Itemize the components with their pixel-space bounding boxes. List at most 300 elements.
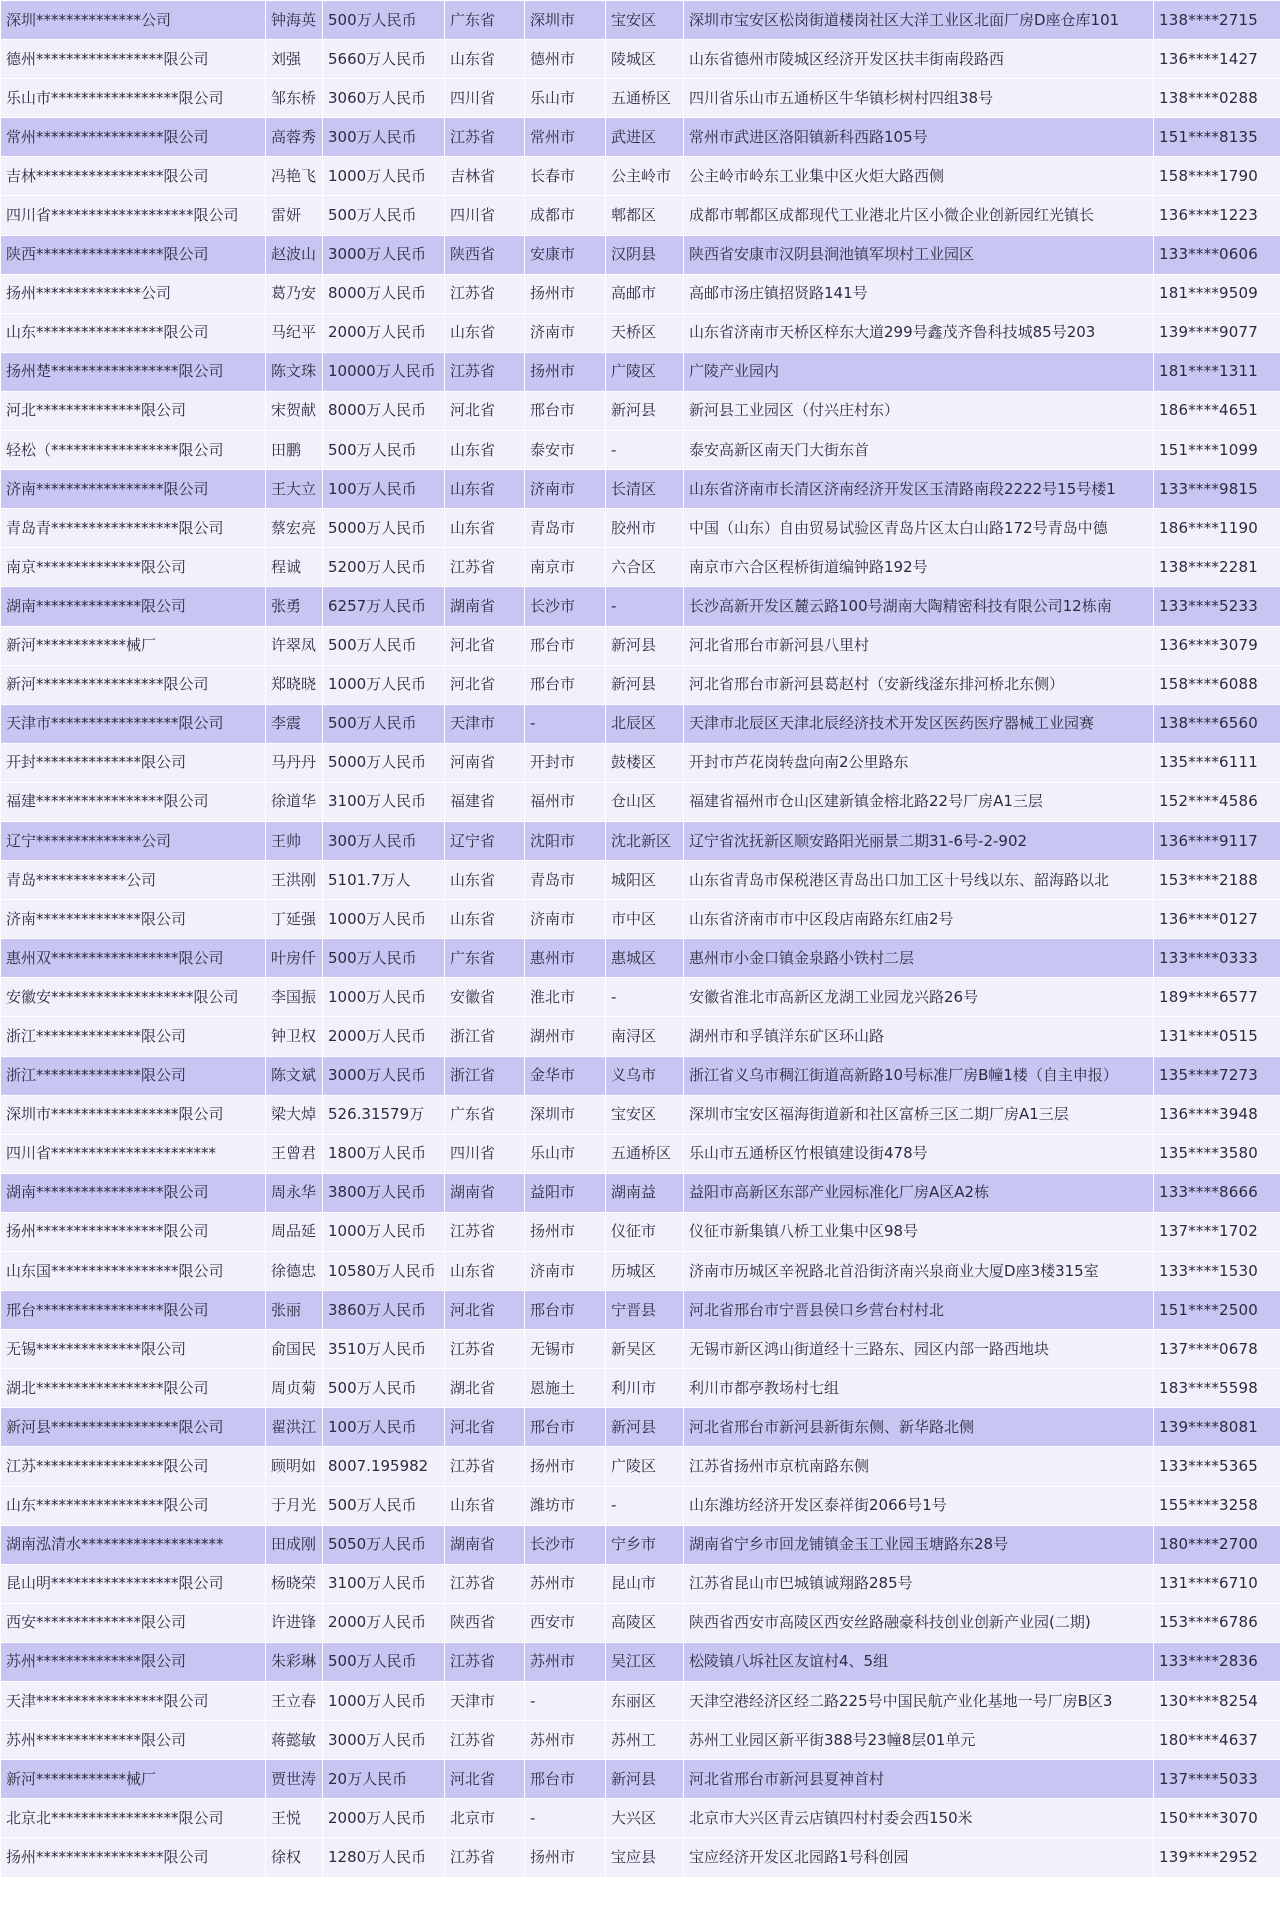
table-row (1, 196, 1280, 235)
legal-rep-cell: 田鹏 (266, 431, 323, 470)
phone-cell: 181****1311 (1154, 352, 1280, 391)
legal-rep-cell: 李震 (266, 704, 323, 743)
registered-capital-cell: 1000万人民币 (323, 665, 445, 704)
address-cell: 河北省邢台市新河县新街东侧、新华路北侧 (684, 1408, 1154, 1447)
address-cell: 四川省乐山市五通桥区牛华镇杉树村四组38号 (684, 79, 1154, 118)
district-cell: 胶州市 (606, 509, 684, 548)
company-name-cell: 济南**************限公司 (1, 900, 266, 939)
phone-cell: 186****1190 (1154, 509, 1280, 548)
address-cell: 湖州市和孚镇洋东矿区环山路 (684, 1017, 1154, 1056)
city-cell: 青岛市 (525, 861, 606, 900)
district-cell: 仪征市 (606, 1212, 684, 1251)
registered-capital-cell: 5200万人民币 (323, 548, 445, 587)
legal-rep-cell: 于月光 (266, 1486, 323, 1525)
company-name-cell: 江苏*****************限公司 (1, 1447, 266, 1486)
phone-cell: 186****4651 (1154, 391, 1280, 430)
table-row (1, 79, 1280, 118)
district-cell: 郫都区 (606, 196, 684, 235)
city-cell: 济南市 (525, 470, 606, 509)
company-name-cell: 浙江**************限公司 (1, 1056, 266, 1095)
address-cell: 深圳市宝安区松岗街道楼岗社区大洋工业区北面厂房D座仓库101 (684, 1, 1154, 40)
city-cell: 西安市 (525, 1603, 606, 1642)
legal-rep-cell: 李国振 (266, 978, 323, 1017)
district-cell: 宁晋县 (606, 1291, 684, 1330)
legal-rep-cell: 徐道华 (266, 782, 323, 821)
province-cell: 山东省 (445, 40, 525, 79)
registered-capital-cell: 500万人民币 (323, 1486, 445, 1525)
table-row (1, 1291, 1280, 1330)
address-cell: 泰安高新区南天门大街东首 (684, 431, 1154, 470)
table-row (1, 1564, 1280, 1603)
city-cell: 长沙市 (525, 587, 606, 626)
district-cell: 昆山市 (606, 1564, 684, 1603)
province-cell: 陕西省 (445, 1603, 525, 1642)
city-cell: 无锡市 (525, 1330, 606, 1369)
province-cell: 江苏省 (445, 1642, 525, 1681)
company-name-cell: 济南*****************限公司 (1, 470, 266, 509)
province-cell: 山东省 (445, 1486, 525, 1525)
address-cell: 河北省邢台市新河县夏神首村 (684, 1760, 1154, 1799)
address-cell: 宝应经济开发区北园路1号科创园 (684, 1838, 1154, 1877)
legal-rep-cell: 高蓉秀 (266, 118, 323, 157)
district-cell: 五通桥区 (606, 79, 684, 118)
city-cell: 苏州市 (525, 1564, 606, 1603)
phone-cell: 138****2715 (1154, 1, 1280, 40)
district-cell: 新河县 (606, 1408, 684, 1447)
registered-capital-cell: 5000万人民币 (323, 509, 445, 548)
table-row (1, 1642, 1280, 1681)
phone-cell: 136****1427 (1154, 40, 1280, 79)
table-row (1, 587, 1280, 626)
legal-rep-cell: 钟海英 (266, 1, 323, 40)
company-name-cell: 新河县*****************限公司 (1, 1408, 266, 1447)
address-cell: 南京市六合区程桥街道编钟路192号 (684, 548, 1154, 587)
city-cell: 泰安市 (525, 431, 606, 470)
company-name-cell: 新河************械厂 (1, 1760, 266, 1799)
district-cell: 长清区 (606, 470, 684, 509)
table-row (1, 548, 1280, 587)
company-name-cell: 扬州*****************限公司 (1, 1212, 266, 1251)
address-cell: 长沙高新开发区麓云路100号湖南大陶精密科技有限公司12栋南 (684, 587, 1154, 626)
legal-rep-cell: 王悦 (266, 1799, 323, 1838)
address-cell: 深圳市宝安区福海街道新和社区富桥三区二期厂房A1三层 (684, 1095, 1154, 1134)
city-cell: 深圳市 (525, 1, 606, 40)
city-cell: 济南市 (525, 900, 606, 939)
legal-rep-cell: 冯艳飞 (266, 157, 323, 196)
table-row (1, 352, 1280, 391)
address-cell: 福建省福州市仓山区建新镇金榕北路22号厂房A1三层 (684, 782, 1154, 821)
registered-capital-cell: 1280万人民币 (323, 1838, 445, 1877)
company-name-cell: 河北**************限公司 (1, 391, 266, 430)
address-cell: 高邮市汤庄镇招贤路141号 (684, 274, 1154, 313)
table-row (1, 1486, 1280, 1525)
city-cell: 长沙市 (525, 1525, 606, 1564)
city-cell: 德州市 (525, 40, 606, 79)
phone-cell: 158****6088 (1154, 665, 1280, 704)
company-name-cell: 西安**************限公司 (1, 1603, 266, 1642)
address-cell: 广陵产业园内 (684, 352, 1154, 391)
district-cell: 新河县 (606, 626, 684, 665)
address-cell: 浙江省义乌市稠江街道高新路10号标准厂房B幢1楼（自主申报） (684, 1056, 1154, 1095)
company-name-cell: 开封**************限公司 (1, 743, 266, 782)
table-row (1, 978, 1280, 1017)
city-cell: 扬州市 (525, 1838, 606, 1877)
address-cell: 松陵镇八坼社区友谊村4、5组 (684, 1642, 1154, 1681)
phone-cell: 131****0515 (1154, 1017, 1280, 1056)
table-row (1, 1525, 1280, 1564)
company-name-cell: 辽宁**************公司 (1, 821, 266, 860)
legal-rep-cell: 郑晓晓 (266, 665, 323, 704)
legal-rep-cell: 陈文斌 (266, 1056, 323, 1095)
district-cell: 新河县 (606, 665, 684, 704)
province-cell: 浙江省 (445, 1056, 525, 1095)
province-cell: 山东省 (445, 900, 525, 939)
address-cell: 新河县工业园区（付兴庄村东） (684, 391, 1154, 430)
registered-capital-cell: 2000万人民币 (323, 313, 445, 352)
table-row (1, 1017, 1280, 1056)
legal-rep-cell: 程诚 (266, 548, 323, 587)
table-row (1, 1252, 1280, 1291)
phone-cell: 189****6577 (1154, 978, 1280, 1017)
legal-rep-cell: 田成刚 (266, 1525, 323, 1564)
city-cell: 恩施土 (525, 1369, 606, 1408)
registered-capital-cell: 1000万人民币 (323, 157, 445, 196)
company-name-cell: 邢台*****************限公司 (1, 1291, 266, 1330)
company-name-cell: 天津*****************限公司 (1, 1682, 266, 1721)
table-row (1, 235, 1280, 274)
table-row (1, 274, 1280, 313)
company-name-cell: 新河*****************限公司 (1, 665, 266, 704)
province-cell: 河北省 (445, 665, 525, 704)
table-row (1, 313, 1280, 352)
table-row (1, 861, 1280, 900)
legal-rep-cell: 蒋懿敏 (266, 1721, 323, 1760)
province-cell: 吉林省 (445, 157, 525, 196)
registered-capital-cell: 8000万人民币 (323, 274, 445, 313)
phone-cell: 135****6111 (1154, 743, 1280, 782)
address-cell: 济南市历城区辛祝路北首沿街济南兴泉商业大厦D座3楼315室 (684, 1252, 1154, 1291)
province-cell: 江苏省 (445, 274, 525, 313)
legal-rep-cell: 许进锋 (266, 1603, 323, 1642)
address-cell: 天津空港经济区经二路225号中国民航产业化基地一号厂房B区3 (684, 1682, 1154, 1721)
table-row (1, 1799, 1280, 1838)
phone-cell: 133****0333 (1154, 939, 1280, 978)
phone-cell: 180****4637 (1154, 1721, 1280, 1760)
registered-capital-cell: 526.31579万 (323, 1095, 445, 1134)
legal-rep-cell: 丁延强 (266, 900, 323, 939)
table-row (1, 40, 1280, 79)
phone-cell: 138****6560 (1154, 704, 1280, 743)
phone-cell: 135****3580 (1154, 1134, 1280, 1173)
province-cell: 江苏省 (445, 1838, 525, 1877)
district-cell: 新河县 (606, 391, 684, 430)
address-cell: 陕西省安康市汉阴县涧池镇军坝村工业园区 (684, 235, 1154, 274)
table-row (1, 1, 1280, 40)
company-name-cell: 轻松（*****************限公司 (1, 431, 266, 470)
registered-capital-cell: 6257万人民币 (323, 587, 445, 626)
company-name-cell: 扬州**************公司 (1, 274, 266, 313)
city-cell: 淮北市 (525, 978, 606, 1017)
district-cell: 高邮市 (606, 274, 684, 313)
phone-cell: 138****2281 (1154, 548, 1280, 587)
city-cell: 深圳市 (525, 1095, 606, 1134)
phone-cell: 137****5033 (1154, 1760, 1280, 1799)
address-cell: 公主岭市岭东工业集中区火炬大路西侧 (684, 157, 1154, 196)
company-name-cell: 扬州楚*****************限公司 (1, 352, 266, 391)
address-cell: 陕西省西安市高陵区西安丝路融豪科技创业创新产业园(二期) (684, 1603, 1154, 1642)
city-cell: 邢台市 (525, 1291, 606, 1330)
table-row (1, 1408, 1280, 1447)
legal-rep-cell: 陈文珠 (266, 352, 323, 391)
province-cell: 四川省 (445, 79, 525, 118)
registered-capital-cell: 500万人民币 (323, 704, 445, 743)
legal-rep-cell: 许翠凤 (266, 626, 323, 665)
phone-cell: 136****3948 (1154, 1095, 1280, 1134)
phone-cell: 138****0288 (1154, 79, 1280, 118)
legal-rep-cell: 邹东桥 (266, 79, 323, 118)
city-cell: 苏州市 (525, 1642, 606, 1681)
table-row (1, 1330, 1280, 1369)
province-cell: 湖南省 (445, 1525, 525, 1564)
address-cell: 江苏省扬州市京杭南路东侧 (684, 1447, 1154, 1486)
registered-capital-cell: 8000万人民币 (323, 391, 445, 430)
registered-capital-cell: 100万人民币 (323, 470, 445, 509)
district-cell: 陵城区 (606, 40, 684, 79)
registered-capital-cell: 500万人民币 (323, 626, 445, 665)
registered-capital-cell: 5050万人民币 (323, 1525, 445, 1564)
registered-capital-cell: 500万人民币 (323, 1642, 445, 1681)
province-cell: 江苏省 (445, 1447, 525, 1486)
table-row (1, 821, 1280, 860)
address-cell: 河北省邢台市新河县葛赵村（安新线滏东排河桥北东侧） (684, 665, 1154, 704)
city-cell: 南京市 (525, 548, 606, 587)
province-cell: 天津市 (445, 704, 525, 743)
phone-cell: 139****8081 (1154, 1408, 1280, 1447)
registered-capital-cell: 1000万人民币 (323, 900, 445, 939)
table-row (1, 1760, 1280, 1799)
city-cell: 湖州市 (525, 1017, 606, 1056)
company-name-cell: 山东国*****************限公司 (1, 1252, 266, 1291)
table-row (1, 509, 1280, 548)
registered-capital-cell: 1000万人民币 (323, 1212, 445, 1251)
district-cell: 湖南益 (606, 1173, 684, 1212)
phone-cell: 136****3079 (1154, 626, 1280, 665)
district-cell: 新吴区 (606, 1330, 684, 1369)
registered-capital-cell: 300万人民币 (323, 118, 445, 157)
registered-capital-cell: 3510万人民币 (323, 1330, 445, 1369)
district-cell: 吴江区 (606, 1642, 684, 1681)
address-cell: 仪征市新集镇八桥工业集中区98号 (684, 1212, 1154, 1251)
legal-rep-cell: 张勇 (266, 587, 323, 626)
address-cell: 北京市大兴区青云店镇四村村委会西150米 (684, 1799, 1154, 1838)
company-name-cell: 苏州**************限公司 (1, 1721, 266, 1760)
legal-rep-cell: 王洪刚 (266, 861, 323, 900)
province-cell: 天津市 (445, 1682, 525, 1721)
district-cell: 义乌市 (606, 1056, 684, 1095)
phone-cell: 137****1702 (1154, 1212, 1280, 1251)
district-cell: 宁乡市 (606, 1525, 684, 1564)
table-row (1, 1603, 1280, 1642)
address-cell: 苏州工业园区新平街388号23幢8层01单元 (684, 1721, 1154, 1760)
address-cell: 河北省邢台市宁晋县侯口乡营台村村北 (684, 1291, 1154, 1330)
district-cell: 惠城区 (606, 939, 684, 978)
province-cell: 辽宁省 (445, 821, 525, 860)
legal-rep-cell: 俞国民 (266, 1330, 323, 1369)
city-cell: 扬州市 (525, 274, 606, 313)
phone-cell: 133****5365 (1154, 1447, 1280, 1486)
address-cell: 开封市芦花岗转盘向南2公里路东 (684, 743, 1154, 782)
company-name-cell: 无锡**************限公司 (1, 1330, 266, 1369)
city-cell: 青岛市 (525, 509, 606, 548)
legal-rep-cell: 张丽 (266, 1291, 323, 1330)
legal-rep-cell: 徐权 (266, 1838, 323, 1877)
district-cell: 南浔区 (606, 1017, 684, 1056)
address-cell: 山东省济南市天桥区梓东大道299号鑫茂齐鲁科技城85号203 (684, 313, 1154, 352)
province-cell: 河北省 (445, 391, 525, 430)
phone-cell: 158****1790 (1154, 157, 1280, 196)
registered-capital-cell: 500万人民币 (323, 196, 445, 235)
company-name-cell: 湖南泓清水******************* (1, 1525, 266, 1564)
city-cell: - (525, 1682, 606, 1721)
legal-rep-cell: 贾世涛 (266, 1760, 323, 1799)
address-cell: 天津市北辰区天津北辰经济技术开发区医药医疗器械工业园赛 (684, 704, 1154, 743)
company-name-cell: 北京北*****************限公司 (1, 1799, 266, 1838)
district-cell: 公主岭市 (606, 157, 684, 196)
city-cell: 扬州市 (525, 1447, 606, 1486)
legal-rep-cell: 周永华 (266, 1173, 323, 1212)
legal-rep-cell: 葛乃安 (266, 274, 323, 313)
company-name-cell: 德州*****************限公司 (1, 40, 266, 79)
registered-capital-cell: 5660万人民币 (323, 40, 445, 79)
city-cell: 乐山市 (525, 1134, 606, 1173)
district-cell: 市中区 (606, 900, 684, 939)
address-cell: 常州市武进区洛阳镇新科西路105号 (684, 118, 1154, 157)
company-name-cell: 湖南**************限公司 (1, 587, 266, 626)
registered-capital-cell: 500万人民币 (323, 1, 445, 40)
registered-capital-cell: 2000万人民币 (323, 1603, 445, 1642)
company-name-cell: 湖北*****************限公司 (1, 1369, 266, 1408)
table-row (1, 1212, 1280, 1251)
district-cell: - (606, 978, 684, 1017)
phone-cell: 135****7273 (1154, 1056, 1280, 1095)
registered-capital-cell: 20万人民币 (323, 1760, 445, 1799)
province-cell: 江苏省 (445, 118, 525, 157)
district-cell: 城阳区 (606, 861, 684, 900)
address-cell: 中国（山东）自由贸易试验区青岛片区太白山路172号青岛中德 (684, 509, 1154, 548)
registered-capital-cell: 10580万人民币 (323, 1252, 445, 1291)
district-cell: 宝安区 (606, 1, 684, 40)
company-name-cell: 乐山市*****************限公司 (1, 79, 266, 118)
district-cell: - (606, 431, 684, 470)
city-cell: 益阳市 (525, 1173, 606, 1212)
province-cell: 山东省 (445, 861, 525, 900)
city-cell: 安康市 (525, 235, 606, 274)
phone-cell: 151****1099 (1154, 431, 1280, 470)
city-cell: 邢台市 (525, 391, 606, 430)
registered-capital-cell: 1000万人民币 (323, 978, 445, 1017)
address-cell: 江苏省昆山市巴城镇诚翔路285号 (684, 1564, 1154, 1603)
legal-rep-cell: 蔡宏亮 (266, 509, 323, 548)
phone-cell: 133****8666 (1154, 1173, 1280, 1212)
table-row (1, 1682, 1280, 1721)
registered-capital-cell: 5000万人民币 (323, 743, 445, 782)
company-name-cell: 天津市*****************限公司 (1, 704, 266, 743)
company-name-cell: 深圳市*****************限公司 (1, 1095, 266, 1134)
legal-rep-cell: 顾明如 (266, 1447, 323, 1486)
city-cell: 济南市 (525, 313, 606, 352)
registered-capital-cell: 500万人民币 (323, 939, 445, 978)
district-cell: 广陵区 (606, 352, 684, 391)
phone-cell: 139****9077 (1154, 313, 1280, 352)
table-row (1, 1173, 1280, 1212)
phone-cell: 139****2952 (1154, 1838, 1280, 1877)
district-cell: 高陵区 (606, 1603, 684, 1642)
table-row (1, 1838, 1280, 1877)
province-cell: 安徽省 (445, 978, 525, 1017)
province-cell: 河北省 (445, 626, 525, 665)
province-cell: 四川省 (445, 1134, 525, 1173)
table-body (1, 1, 1280, 1878)
company-name-cell: 青岛************公司 (1, 861, 266, 900)
registered-capital-cell: 100万人民币 (323, 1408, 445, 1447)
legal-rep-cell: 马纪平 (266, 313, 323, 352)
table-row (1, 939, 1280, 978)
legal-rep-cell: 王曾君 (266, 1134, 323, 1173)
registered-capital-cell: 5101.7万人 (323, 861, 445, 900)
address-cell: 山东省济南市市中区段店南路东红庙2号 (684, 900, 1154, 939)
phone-cell: 181****9509 (1154, 274, 1280, 313)
city-cell: 长春市 (525, 157, 606, 196)
phone-cell: 133****0606 (1154, 235, 1280, 274)
company-name-cell: 南京**************限公司 (1, 548, 266, 587)
address-cell: 辽宁省沈抚新区顺安路阳光丽景二期31-6号-2-902 (684, 821, 1154, 860)
legal-rep-cell: 王大立 (266, 470, 323, 509)
table-row (1, 704, 1280, 743)
legal-rep-cell: 杨晓荣 (266, 1564, 323, 1603)
registered-capital-cell: 8007.195982 (323, 1447, 445, 1486)
city-cell: 邢台市 (525, 1760, 606, 1799)
city-cell: 惠州市 (525, 939, 606, 978)
city-cell: 金华市 (525, 1056, 606, 1095)
table-row (1, 626, 1280, 665)
company-name-cell: 安徽安*******************限公司 (1, 978, 266, 1017)
phone-cell: 151****8135 (1154, 118, 1280, 157)
district-cell: 天桥区 (606, 313, 684, 352)
city-cell: - (525, 1799, 606, 1838)
registered-capital-cell: 3000万人民币 (323, 1056, 445, 1095)
province-cell: 河北省 (445, 1760, 525, 1799)
province-cell: 湖南省 (445, 1173, 525, 1212)
city-cell: 济南市 (525, 1252, 606, 1291)
district-cell: 大兴区 (606, 1799, 684, 1838)
table-row (1, 1369, 1280, 1408)
district-cell: - (606, 587, 684, 626)
address-cell: 河北省邢台市新河县八里村 (684, 626, 1154, 665)
company-name-cell: 深圳**************公司 (1, 1, 266, 40)
company-name-cell: 湖南*****************限公司 (1, 1173, 266, 1212)
city-cell: - (525, 704, 606, 743)
city-cell: 开封市 (525, 743, 606, 782)
district-cell: 新河县 (606, 1760, 684, 1799)
city-cell: 扬州市 (525, 352, 606, 391)
company-name-cell: 常州*****************限公司 (1, 118, 266, 157)
legal-rep-cell: 梁大焯 (266, 1095, 323, 1134)
city-cell: 成都市 (525, 196, 606, 235)
registered-capital-cell: 2000万人民币 (323, 1799, 445, 1838)
city-cell: 苏州市 (525, 1721, 606, 1760)
legal-rep-cell: 刘强 (266, 40, 323, 79)
registered-capital-cell: 3800万人民币 (323, 1173, 445, 1212)
